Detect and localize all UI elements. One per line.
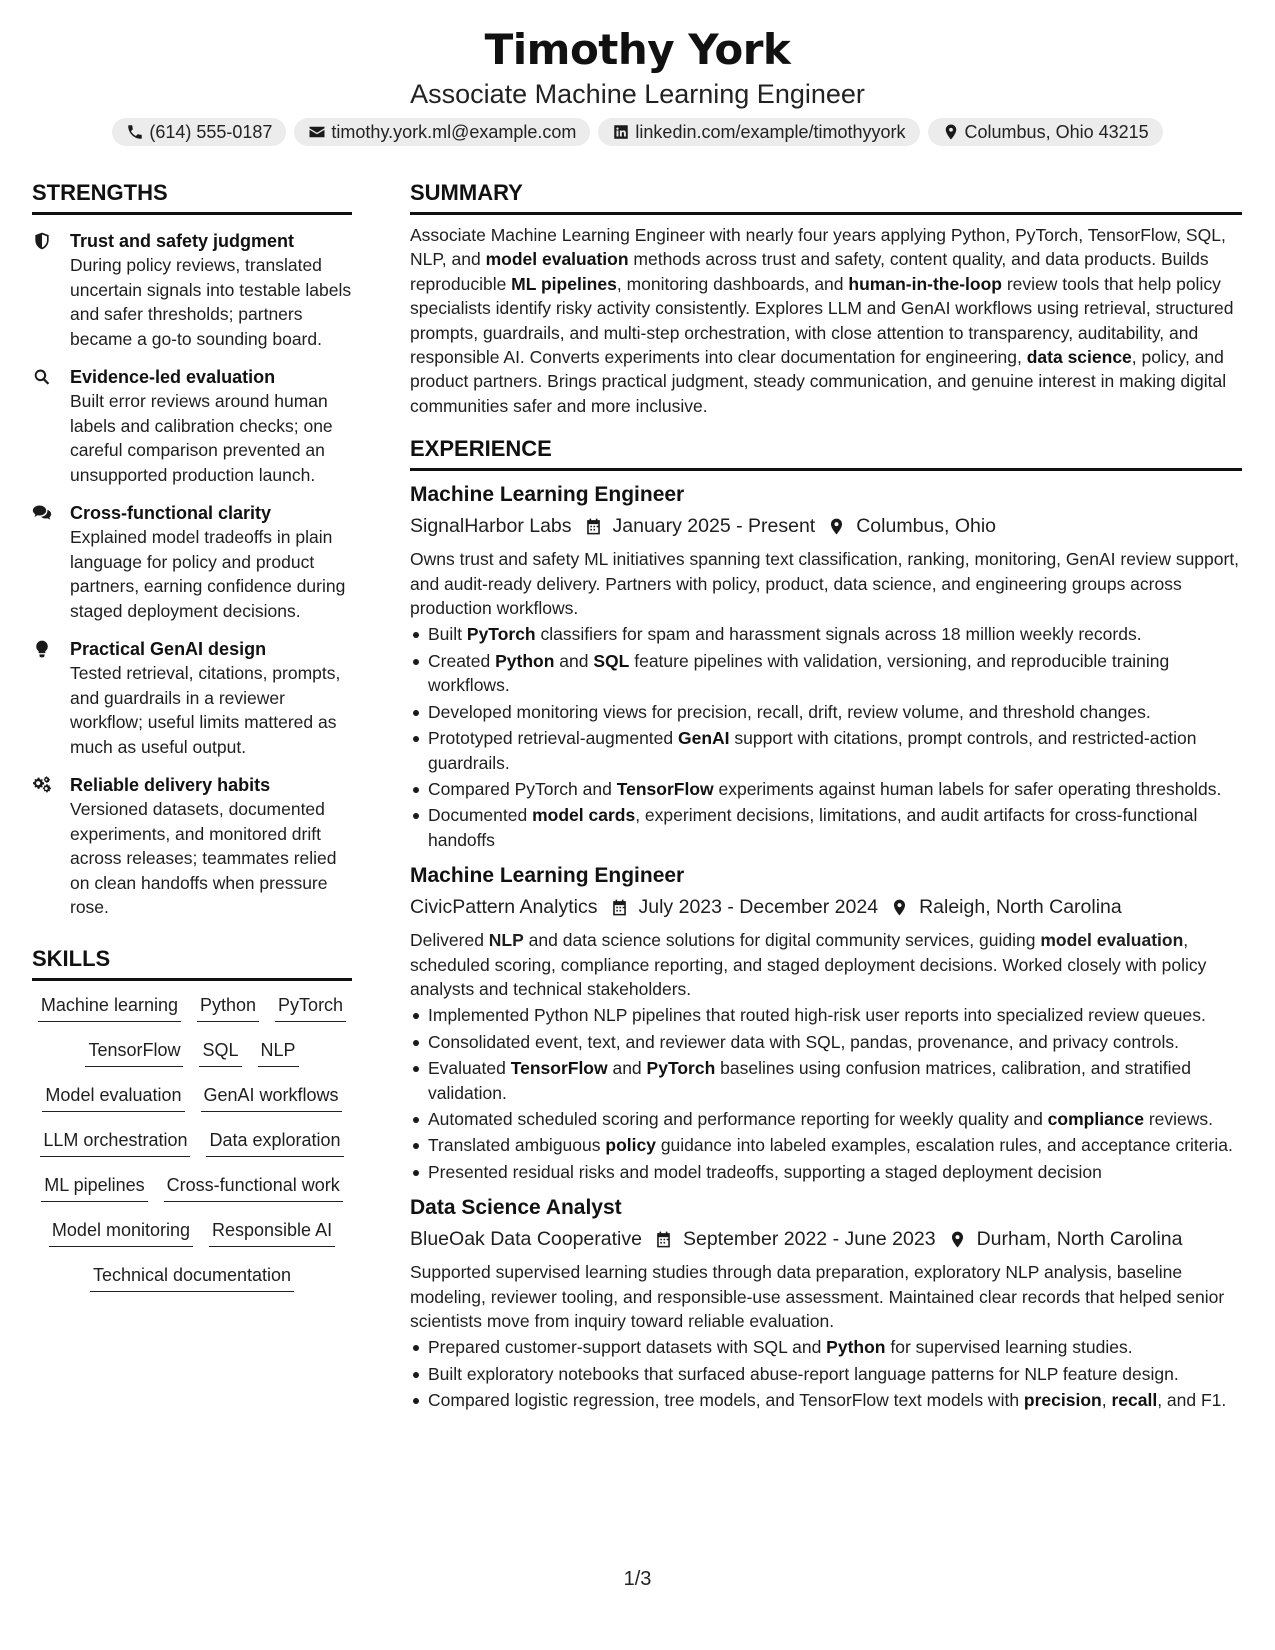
left-column [32, 180, 352, 1292]
bullet-item [410, 803, 1242, 852]
bullet-item [410, 1107, 1242, 1131]
strength-item [32, 365, 352, 487]
text-run: Delivered [410, 930, 489, 951]
experience-heading: EXPERIENCE [410, 436, 1242, 471]
bold-keyword: NLP [488, 930, 524, 951]
job-description [410, 928, 1242, 1001]
skill-tag: ML pipelines [41, 1173, 147, 1202]
page-number: 1/3 [623, 1568, 652, 1590]
job-meta [410, 892, 1242, 922]
bold-keyword: ML pipelines [511, 273, 617, 294]
job-location: Raleigh, North Carolina [919, 896, 1122, 919]
contact-phone[interactable] [112, 118, 286, 146]
resume-header [0, 22, 1275, 146]
candidate-name: Timothy York [484, 25, 791, 74]
job-title: Data Science Analyst [410, 1196, 622, 1220]
text-run: Prototyped retrieval-augmented [428, 728, 678, 749]
text-run: Developed monitoring views for precision, recall, drift, review volume, and threshold changes. [428, 701, 1151, 722]
bullet-item [410, 622, 1242, 646]
bold-keyword: policy [605, 1135, 656, 1156]
bullet-item [410, 726, 1242, 775]
envelope-icon [308, 123, 326, 141]
text-run: Evaluated [428, 1058, 511, 1079]
text-run: Prepared customer-support datasets with SQL and [428, 1337, 827, 1358]
text-run: Compared PyTorch and [428, 778, 617, 799]
skill-tag: SQL [199, 1038, 241, 1067]
comments-icon [32, 503, 52, 523]
job-description: Supported supervised learning studies through data preparation, exploratory NLP analysis, baseline modeling, reviewer tooling, and responsible-use assessment. Maintained clear records that helped senior scientists move from inquiry toward reliable evaluation. [410, 1262, 1225, 1331]
bold-keyword: recall [1111, 1390, 1158, 1411]
text-run: , [1101, 1390, 1112, 1411]
job-company: BlueOak Data Cooperative [410, 1228, 642, 1251]
strength-desc: Built error reviews around human labels and calibration checks; one careful comparison prevented an unsupported production launch. [70, 391, 333, 485]
job-entry [410, 481, 1242, 852]
job-location: Columbus, Ohio [856, 515, 997, 538]
skill-tag: GenAI workflows [201, 1083, 342, 1112]
text-run: feature pipelines with validation, versioning, and reproducible training workflows. [428, 650, 1170, 696]
strength-desc: Explained model tradeoffs in plain language for policy and product partners, earning confidence during staged deployment decisions. [70, 527, 346, 621]
map-pin-icon [942, 123, 960, 141]
text-run: Compared logistic regression, tree models, and TensorFlow text models with [428, 1390, 1024, 1411]
text-run: Built [428, 624, 467, 645]
skill-tag: TensorFlow [85, 1038, 183, 1067]
job-entry [410, 862, 1242, 1184]
contact-location [928, 118, 1163, 146]
gears-icon [32, 775, 52, 795]
map-pin-icon [948, 1230, 967, 1249]
bold-keyword: SQL [593, 650, 630, 671]
bullet-item [410, 700, 1242, 724]
strength-item [32, 501, 352, 623]
text-run: and data science solutions for digital community services, guiding [523, 930, 1041, 951]
skill-tag: Python [197, 993, 259, 1022]
job-dates: January 2025 - Present [612, 515, 816, 538]
text-run: classifiers for spam and harassment signals across 18 million weekly records. [535, 624, 1142, 645]
text-run: Translated ambiguous [428, 1135, 606, 1156]
summary-text [410, 223, 1242, 418]
skill-tag: Model monitoring [49, 1218, 193, 1247]
text-run: and [554, 650, 594, 671]
job-location: Durham, North Carolina [976, 1228, 1183, 1251]
bold-keyword: PyTorch [646, 1058, 716, 1079]
text-run: review tools that help policy specialists identify risky activity consistently. Explores LLM and GenAI workflows using retrieval, structured prompts, guardrails, and multi-step orchestration, with close attention to transparency, auditability, and responsible AI. Converts experiments into clear documentation for engineering, [410, 273, 1234, 368]
text-run: support with citations, prompt controls, and restricted-action guardrails. [428, 728, 1197, 773]
bold-keyword: PyTorch [466, 624, 536, 645]
text-run: Built exploratory notebooks that surfaced abuse-report language patterns for NLP feature design. [428, 1363, 1179, 1384]
bold-keyword: precision [1023, 1390, 1102, 1411]
text-run: Documented [428, 805, 533, 826]
map-pin-icon [890, 898, 909, 917]
bullet-item [410, 1362, 1242, 1386]
calendar-icon [654, 1230, 673, 1249]
bullet-item [410, 1056, 1242, 1105]
skill-tag: Cross-functional work [164, 1173, 343, 1202]
candidate-role: Associate Machine Learning Engineer [410, 79, 865, 109]
text-run: reviews. [1143, 1108, 1214, 1129]
job-title: Machine Learning Engineer [410, 483, 685, 507]
calendar-icon [584, 517, 603, 536]
shield-icon [32, 231, 52, 251]
bullet-item [410, 1160, 1242, 1184]
bold-keyword: Python [826, 1337, 886, 1358]
contact-bar [0, 118, 1275, 146]
contact-email-text: timothy.york.ml@example.com [331, 121, 577, 142]
linkedin-icon [612, 123, 630, 141]
text-run: Implemented Python NLP pipelines that routed high-risk user reports into specialized review queues. [428, 1005, 1206, 1026]
contact-phone-text: (614) 555-0187 [149, 121, 273, 142]
text-run: , monitoring dashboards, and [616, 273, 849, 294]
strength-desc: Versioned datasets, documented experiments, and monitored drift across releases; teammates relied on clean handoffs when pressure rose. [70, 799, 337, 917]
text-run: baselines using confusion matrices, calibration, and stratified validation. [428, 1058, 1191, 1103]
bullet-item [410, 1030, 1242, 1054]
contact-email[interactable] [294, 118, 590, 146]
text-run: , experiment decisions, limitations, and audit artifacts for cross-functional handoffs [428, 805, 1198, 850]
bold-keyword: model cards [532, 805, 636, 826]
bullet-item [410, 1133, 1242, 1157]
job-company: SignalHarbor Labs [410, 515, 572, 538]
contact-location-text: Columbus, Ohio 43215 [964, 121, 1149, 142]
skill-tag: Data exploration [206, 1128, 343, 1157]
job-dates: July 2023 - December 2024 [638, 896, 879, 919]
strength-title: Reliable delivery habits [70, 775, 271, 795]
job-dates: September 2022 - June 2023 [682, 1228, 936, 1251]
bullet-item [410, 1335, 1242, 1359]
bold-keyword: human-in-the-loop [848, 273, 1002, 294]
strength-title: Practical GenAI design [70, 639, 267, 659]
strength-desc: During policy reviews, translated uncertain signals into testable labels and safer thresholds; partners became a go-to sounding board. [70, 255, 352, 349]
job-bullets [410, 1335, 1242, 1412]
summary-heading: SUMMARY [410, 180, 1242, 215]
search-icon [32, 367, 52, 387]
bold-keyword: TensorFlow [510, 1058, 608, 1079]
bold-keyword: TensorFlow [616, 778, 714, 799]
bold-keyword: model evaluation [1040, 930, 1184, 951]
map-pin-icon [827, 517, 846, 536]
strength-item [32, 637, 352, 759]
job-bullets [410, 622, 1242, 852]
strength-item [32, 229, 352, 351]
skills-heading: SKILLS [32, 946, 352, 981]
text-run: Automated scheduled scoring and performance reporting for weekly quality and [428, 1108, 1048, 1129]
skill-tag: Machine learning [38, 993, 181, 1022]
jobs-list [410, 481, 1242, 1412]
job-bullets [410, 1003, 1242, 1184]
job-company: CivicPattern Analytics [410, 896, 598, 919]
bold-keyword: data science [1026, 347, 1132, 368]
bullet-item [410, 1003, 1242, 1027]
text-run: Presented residual risks and model tradeoffs, supporting a staged deployment decision [428, 1161, 1102, 1182]
contact-linkedin[interactable] [598, 118, 919, 146]
lightbulb-icon [32, 639, 52, 659]
bold-keyword: GenAI [678, 728, 730, 749]
text-run: Associate Machine Learning Engineer with nearly four years applying Python, PyTorch, TensorFlow, SQL, NLP, and [410, 225, 1226, 270]
skill-tag: Technical documentation [90, 1263, 294, 1292]
bold-keyword: model evaluation [485, 249, 629, 270]
bold-keyword: compliance [1047, 1108, 1144, 1129]
strength-title: Evidence-led evaluation [70, 367, 276, 387]
strengths-heading: STRENGTHS [32, 180, 352, 215]
skill-tag: Model evaluation [42, 1083, 184, 1112]
job-meta [410, 511, 1242, 541]
skill-tag: PyTorch [275, 993, 346, 1022]
job-title: Machine Learning Engineer [410, 864, 685, 888]
text-run: Consolidated event, text, and reviewer data with SQL, pandas, provenance, and privacy controls. [428, 1031, 1179, 1052]
text-run: methods across trust and safety, content quality, and data products. Builds reproducible [410, 249, 1209, 294]
strength-desc: Tested retrieval, citations, prompts, and guardrails in a reviewer workflow; useful limits mattered as much as useful output. [70, 663, 341, 757]
job-description: Owns trust and safety ML initiatives spanning text classification, ranking, monitoring, GenAI review support, and audit-ready delivery. Partners with policy, product, data science, and engineering groups across production workflows. [410, 549, 1240, 619]
text-run: , policy, and product partners. Brings practical judgment, steady communication, and genuine interest in making digital communities safer and more inclusive. [410, 347, 1227, 416]
phone-icon [126, 123, 144, 141]
bold-keyword: Python [495, 650, 555, 671]
right-column [410, 180, 1242, 1413]
skill-tag: LLM orchestration [40, 1128, 190, 1157]
text-run: Created [428, 650, 496, 671]
strength-title: Trust and safety judgment [70, 231, 295, 251]
text-run: , and F1. [1157, 1390, 1227, 1411]
job-meta [410, 1224, 1242, 1254]
contact-linkedin-text: linkedin.com/example/timothyyork [635, 121, 906, 142]
text-run: experiments against human labels for safer operating thresholds. [713, 778, 1222, 799]
strength-title: Cross-functional clarity [70, 503, 272, 523]
skill-tag: NLP [258, 1038, 299, 1067]
strength-item [32, 773, 352, 920]
skills-list [32, 993, 352, 1292]
skill-tag: Responsible AI [209, 1218, 335, 1247]
text-run: for supervised learning studies. [885, 1337, 1133, 1358]
text-run: guidance into labeled examples, escalation rules, and acceptance criteria. [655, 1135, 1233, 1156]
text-run: and [607, 1058, 647, 1079]
job-entry [410, 1194, 1242, 1412]
text-run: , scheduled scoring, compliance reporting, and staged deployment decisions. Worked closely with policy analysts and technical stakeholders. [410, 930, 1207, 999]
calendar-icon [610, 898, 629, 917]
bullet-item [410, 777, 1242, 801]
bullet-item [410, 649, 1242, 698]
bullet-item [410, 1388, 1242, 1412]
